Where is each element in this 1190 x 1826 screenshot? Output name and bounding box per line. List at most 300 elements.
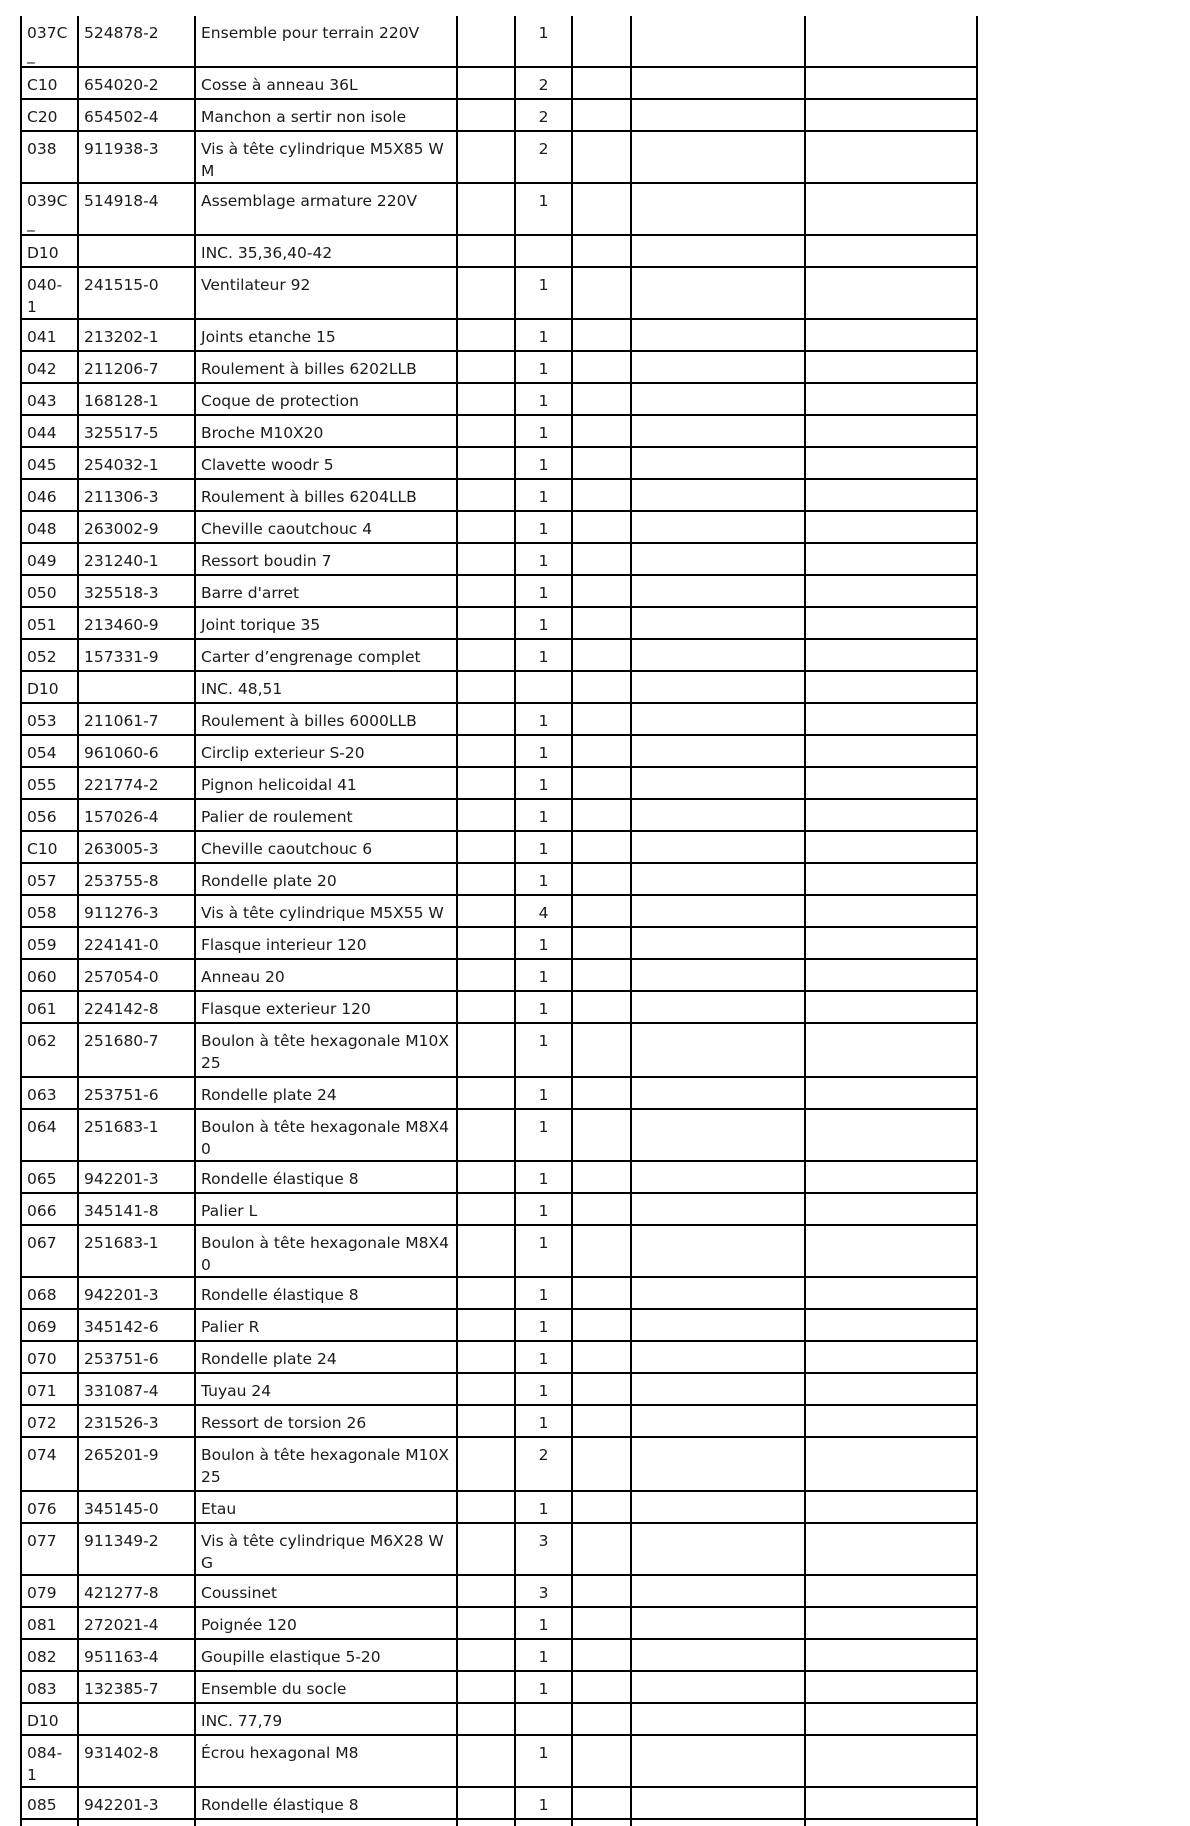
description-cell: Roulement à billes 6000LLB xyxy=(195,703,457,735)
blank-cell xyxy=(805,895,977,927)
blank-cell xyxy=(572,639,631,671)
description-cell: Rondelle plate 24 xyxy=(195,1077,457,1109)
quantity-cell: 1 xyxy=(515,991,572,1023)
blank-cell xyxy=(805,319,977,351)
part-number-cell: 048 xyxy=(21,511,78,543)
blank-cell xyxy=(631,383,805,415)
blank-cell xyxy=(631,1309,805,1341)
blank-cell xyxy=(631,1491,805,1523)
blank-cell xyxy=(631,1703,805,1735)
description-cell: INC. 35,36,40-42 xyxy=(195,235,457,267)
blank-cell xyxy=(631,1607,805,1639)
description-cell: Carter d’engrenage complet xyxy=(195,639,457,671)
blank-cell xyxy=(457,799,515,831)
blank-cell xyxy=(805,1735,977,1787)
description-cell: Pignon helicoidal 41 xyxy=(195,767,457,799)
table-row xyxy=(21,99,977,131)
blank-cell xyxy=(631,831,805,863)
reference-cell: 231240-1 xyxy=(78,543,195,575)
blank-cell xyxy=(572,543,631,575)
description-cell: Vis à tête cylindrique M5X85 WM xyxy=(195,131,457,183)
description-cell: INC. 48,51 xyxy=(195,671,457,703)
table-row xyxy=(21,1077,977,1109)
blank-cell xyxy=(457,703,515,735)
quantity-cell: 3 xyxy=(515,1575,572,1607)
table-row xyxy=(21,131,977,183)
blank-cell xyxy=(805,959,977,991)
table-row xyxy=(21,991,977,1023)
quantity-cell: 1 xyxy=(515,1491,572,1523)
reference-cell: 251683-1 xyxy=(78,1109,195,1161)
quantity-cell: 1 xyxy=(515,1405,572,1437)
blank-cell xyxy=(805,1575,977,1607)
part-number-cell: 076 xyxy=(21,1491,78,1523)
part-number-cell: 071 xyxy=(21,1373,78,1405)
blank-cell xyxy=(572,351,631,383)
blank-cell xyxy=(805,831,977,863)
reference-cell: 263005-3 xyxy=(78,831,195,863)
description-cell: Clavette woodr 5 xyxy=(195,447,457,479)
blank-cell xyxy=(631,351,805,383)
part-number-cell: 038 xyxy=(21,131,78,183)
blank-cell xyxy=(457,1341,515,1373)
reference-cell: 257054-0 xyxy=(78,959,195,991)
table-row xyxy=(21,16,977,67)
part-number-cell: 065 xyxy=(21,1161,78,1193)
part-number-cell: D10 xyxy=(21,671,78,703)
blank-cell xyxy=(572,1309,631,1341)
blank-cell xyxy=(631,959,805,991)
description-cell: Roulement à billes 6202LLB xyxy=(195,351,457,383)
part-number-cell: 085 xyxy=(21,1787,78,1819)
description-cell: Cheville caoutchouc 6 xyxy=(195,831,457,863)
blank-cell xyxy=(457,1819,515,1826)
blank-cell xyxy=(631,1077,805,1109)
blank-cell xyxy=(572,1225,631,1277)
description-cell: Roulement à billes 6204LLB xyxy=(195,479,457,511)
quantity-cell: 1 xyxy=(515,767,572,799)
blank-cell xyxy=(631,99,805,131)
quantity-cell: 2 xyxy=(515,99,572,131)
blank-cell xyxy=(805,575,977,607)
blank-cell xyxy=(805,1671,977,1703)
blank-cell xyxy=(631,991,805,1023)
table-row xyxy=(21,831,977,863)
blank-cell xyxy=(572,863,631,895)
blank-cell xyxy=(805,991,977,1023)
part-number-cell: 059 xyxy=(21,927,78,959)
part-number-cell: 039C_ xyxy=(21,183,78,235)
reference-cell: 421277-8 xyxy=(78,1575,195,1607)
quantity-cell: 3 xyxy=(515,1523,572,1575)
table-row xyxy=(21,1607,977,1639)
quantity-cell: 2 xyxy=(515,1437,572,1491)
blank-cell xyxy=(457,639,515,671)
blank-cell xyxy=(457,1023,515,1077)
part-number-cell: 064 xyxy=(21,1109,78,1161)
quantity-cell: 1 xyxy=(515,1607,572,1639)
description-cell: Anneau 20 xyxy=(195,959,457,991)
part-number-cell: 037C_ xyxy=(21,16,78,67)
reference-cell: 951163-4 xyxy=(78,1639,195,1671)
blank-cell xyxy=(631,671,805,703)
blank-cell xyxy=(572,67,631,99)
blank-cell xyxy=(457,1077,515,1109)
blank-cell xyxy=(457,895,515,927)
blank-cell xyxy=(572,895,631,927)
quantity-cell: 1 xyxy=(515,183,572,235)
blank-cell xyxy=(572,1491,631,1523)
table-row xyxy=(21,543,977,575)
quantity-cell: 1 xyxy=(515,1639,572,1671)
blank-cell xyxy=(572,607,631,639)
blank-cell xyxy=(457,1523,515,1575)
blank-cell xyxy=(572,447,631,479)
quantity-cell: 1 xyxy=(515,267,572,319)
blank-cell xyxy=(457,1309,515,1341)
table-row xyxy=(21,511,977,543)
description-cell: Goupille elastique 5-20 xyxy=(195,1639,457,1671)
reference-cell: 524878-2 xyxy=(78,16,195,67)
blank-cell xyxy=(572,131,631,183)
blank-cell xyxy=(631,895,805,927)
part-number-cell: 072 xyxy=(21,1405,78,1437)
reference-cell: 654020-2 xyxy=(78,67,195,99)
description-cell: Rondelle élastique 8 xyxy=(195,1787,457,1819)
description-cell: Broche M10X20 xyxy=(195,415,457,447)
quantity-cell: 1 xyxy=(515,799,572,831)
blank-cell xyxy=(457,235,515,267)
table-row xyxy=(21,447,977,479)
table-row xyxy=(21,319,977,351)
reference-cell: 331087-4 xyxy=(78,1373,195,1405)
blank-cell xyxy=(805,479,977,511)
parts-table xyxy=(20,16,978,1826)
blank-cell xyxy=(631,1735,805,1787)
blank-cell xyxy=(572,1671,631,1703)
part-number-cell: D10 xyxy=(21,235,78,267)
description-cell: Boulon à tête hexagonale M10X25 xyxy=(195,1437,457,1491)
blank-cell xyxy=(631,799,805,831)
blank-cell xyxy=(572,1703,631,1735)
blank-cell xyxy=(805,1787,977,1819)
blank-cell xyxy=(805,1491,977,1523)
blank-cell xyxy=(572,235,631,267)
quantity-cell: 1 xyxy=(515,735,572,767)
quantity-cell: 2 xyxy=(515,131,572,183)
blank-cell xyxy=(631,1575,805,1607)
table-row xyxy=(21,1023,977,1077)
blank-cell xyxy=(805,1607,977,1639)
blank-cell xyxy=(631,1225,805,1277)
reference-cell: 211206-7 xyxy=(78,351,195,383)
blank-cell xyxy=(805,1225,977,1277)
blank-cell xyxy=(572,1193,631,1225)
blank-cell xyxy=(631,479,805,511)
blank-cell xyxy=(805,1639,977,1671)
part-number-cell: 056 xyxy=(21,799,78,831)
description-cell: Cosse à anneau 36L xyxy=(195,67,457,99)
blank-cell xyxy=(572,1607,631,1639)
blank-cell xyxy=(457,735,515,767)
blank-cell xyxy=(805,1077,977,1109)
blank-cell xyxy=(805,235,977,267)
part-number-cell: 040-1 xyxy=(21,267,78,319)
blank-cell xyxy=(631,863,805,895)
part-number-cell: 057 xyxy=(21,863,78,895)
blank-cell xyxy=(631,767,805,799)
blank-cell xyxy=(572,1077,631,1109)
table-row xyxy=(21,1575,977,1607)
blank-cell xyxy=(572,511,631,543)
blank-cell xyxy=(572,703,631,735)
part-number-cell: C20 xyxy=(21,99,78,131)
part-number-cell: 053 xyxy=(21,703,78,735)
reference-cell: 325517-5 xyxy=(78,415,195,447)
blank-cell xyxy=(805,1309,977,1341)
quantity-cell: 1 xyxy=(515,1225,572,1277)
table-row xyxy=(21,1405,977,1437)
blank-cell xyxy=(572,383,631,415)
part-number-cell: 044 xyxy=(21,415,78,447)
parts-table-body xyxy=(21,16,977,1826)
blank-cell xyxy=(457,959,515,991)
blank-cell xyxy=(631,447,805,479)
part-number-cell: 054 xyxy=(21,735,78,767)
reference-cell: 251680-7 xyxy=(78,1023,195,1077)
reference-cell: 325518-3 xyxy=(78,575,195,607)
part-number-cell: 046 xyxy=(21,479,78,511)
description-cell: Cheville caoutchouc 4 xyxy=(195,511,457,543)
blank-cell xyxy=(572,415,631,447)
blank-cell xyxy=(457,1491,515,1523)
part-number-cell: 049 xyxy=(21,543,78,575)
description-cell: Rondelle plate 20 xyxy=(195,863,457,895)
quantity-cell: 4 xyxy=(515,895,572,927)
part-number-cell: 062 xyxy=(21,1023,78,1077)
part-number-cell: 068 xyxy=(21,1277,78,1309)
blank-cell xyxy=(805,67,977,99)
quantity-cell xyxy=(515,1703,572,1735)
description-cell: Ressort de torsion 26 xyxy=(195,1405,457,1437)
part-number-cell: 077 xyxy=(21,1523,78,1575)
table-row xyxy=(21,671,977,703)
blank-cell xyxy=(572,1277,631,1309)
table-row xyxy=(21,1703,977,1735)
blank-cell xyxy=(631,1405,805,1437)
reference-cell: 345141-8 xyxy=(78,1193,195,1225)
reference-cell: 253751-6 xyxy=(78,1341,195,1373)
reference-cell: 224141-0 xyxy=(78,927,195,959)
reference-cell: 221774-2 xyxy=(78,767,195,799)
part-number-cell: 051 xyxy=(21,607,78,639)
table-row xyxy=(21,703,977,735)
blank-cell xyxy=(572,1405,631,1437)
blank-cell xyxy=(457,1437,515,1491)
reference-cell: 263002-9 xyxy=(78,511,195,543)
blank-cell xyxy=(457,1703,515,1735)
blank-cell xyxy=(631,1109,805,1161)
description-cell: Etau xyxy=(195,1491,457,1523)
reference-cell: 211306-3 xyxy=(78,479,195,511)
reference-cell: 241515-0 xyxy=(78,267,195,319)
description-cell: Coussinet xyxy=(195,1575,457,1607)
blank-cell xyxy=(457,607,515,639)
blank-cell xyxy=(805,1109,977,1161)
blank-cell xyxy=(805,1703,977,1735)
table-row-cutoff xyxy=(21,1819,977,1826)
table-row xyxy=(21,1277,977,1309)
blank-cell xyxy=(805,767,977,799)
part-number-cell: C10 xyxy=(21,831,78,863)
reference-cell: 211061-7 xyxy=(78,703,195,735)
blank-cell xyxy=(572,1639,631,1671)
table-row xyxy=(21,575,977,607)
table-row xyxy=(21,927,977,959)
blank-cell xyxy=(805,671,977,703)
reference-cell: 231526-3 xyxy=(78,1405,195,1437)
blank-cell xyxy=(572,575,631,607)
blank-cell xyxy=(631,1787,805,1819)
part-number-cell: D10 xyxy=(21,1703,78,1735)
blank-cell xyxy=(457,863,515,895)
reference-cell: 345142-6 xyxy=(78,1309,195,1341)
reference-cell: 213460-9 xyxy=(78,607,195,639)
blank-cell xyxy=(457,927,515,959)
description-cell: Rondelle élastique 8 xyxy=(195,1161,457,1193)
reference-cell: 253751-6 xyxy=(78,1077,195,1109)
blank-cell xyxy=(572,16,631,67)
blank-cell xyxy=(805,267,977,319)
blank-cell xyxy=(457,447,515,479)
blank-cell xyxy=(457,383,515,415)
quantity-cell: 1 xyxy=(515,1735,572,1787)
quantity-cell: 1 xyxy=(515,319,572,351)
blank-cell xyxy=(631,16,805,67)
reference-cell: 253755-8 xyxy=(78,863,195,895)
blank-cell xyxy=(572,1437,631,1491)
blank-cell xyxy=(457,1575,515,1607)
blank-cell xyxy=(805,99,977,131)
blank-cell xyxy=(457,671,515,703)
quantity-cell xyxy=(515,235,572,267)
blank-cell xyxy=(457,131,515,183)
blank-cell xyxy=(631,1023,805,1077)
reference-cell: 251683-1 xyxy=(78,1225,195,1277)
description-cell: Coque de protection xyxy=(195,383,457,415)
description-cell: Joints etanche 15 xyxy=(195,319,457,351)
part-number-cell: 069 xyxy=(21,1309,78,1341)
table-row xyxy=(21,415,977,447)
blank-cell xyxy=(805,1819,977,1826)
description-cell: Flasque exterieur 120 xyxy=(195,991,457,1023)
blank-cell xyxy=(457,1405,515,1437)
blank-cell xyxy=(805,1341,977,1373)
blank-cell xyxy=(631,1193,805,1225)
quantity-cell: 1 xyxy=(515,703,572,735)
quantity-cell: 1 xyxy=(515,863,572,895)
description-cell: Ensemble pour terrain 220V xyxy=(195,16,457,67)
part-number-cell: 061 xyxy=(21,991,78,1023)
description-cell: Assemblage armature 220V xyxy=(195,183,457,235)
blank-cell xyxy=(805,131,977,183)
table-row xyxy=(21,1491,977,1523)
table-row xyxy=(21,863,977,895)
quantity-cell: 1 xyxy=(515,1023,572,1077)
blank-cell xyxy=(572,1819,631,1826)
description-cell: Rondelle élastique 8 xyxy=(195,1277,457,1309)
blank-cell xyxy=(805,1277,977,1309)
description-cell: Joint torique 35 xyxy=(195,607,457,639)
blank-cell xyxy=(631,927,805,959)
description-cell: Palier R xyxy=(195,1309,457,1341)
blank-cell xyxy=(457,99,515,131)
blank-cell xyxy=(805,351,977,383)
table-row xyxy=(21,1735,977,1787)
blank-cell xyxy=(78,1819,195,1826)
blank-cell xyxy=(457,16,515,67)
description-cell: Rondelle plate 24 xyxy=(195,1341,457,1373)
blank-cell xyxy=(805,183,977,235)
description-cell: Vis à tête cylindrique M5X55 W xyxy=(195,895,457,927)
blank-cell xyxy=(631,1277,805,1309)
quantity-cell: 1 xyxy=(515,1109,572,1161)
quantity-cell: 1 xyxy=(515,1787,572,1819)
quantity-cell: 1 xyxy=(515,479,572,511)
blank-cell xyxy=(631,1523,805,1575)
table-row xyxy=(21,1671,977,1703)
blank-cell xyxy=(631,703,805,735)
blank-cell xyxy=(805,703,977,735)
blank-cell xyxy=(457,1193,515,1225)
reference-cell xyxy=(78,671,195,703)
blank-cell xyxy=(631,235,805,267)
blank-cell xyxy=(572,1787,631,1819)
blank-cell xyxy=(572,1735,631,1787)
blank-cell xyxy=(572,267,631,319)
quantity-cell: 1 xyxy=(515,511,572,543)
blank-cell xyxy=(631,183,805,235)
description-cell: Ressort boudin 7 xyxy=(195,543,457,575)
quantity-cell: 1 xyxy=(515,543,572,575)
quantity-cell: 1 xyxy=(515,1077,572,1109)
part-number-cell: 070 xyxy=(21,1341,78,1373)
table-row xyxy=(21,67,977,99)
reference-cell: 272021-4 xyxy=(78,1607,195,1639)
part-number-cell: 058 xyxy=(21,895,78,927)
table-row xyxy=(21,1437,977,1491)
quantity-cell: 1 xyxy=(515,639,572,671)
blank-cell xyxy=(631,511,805,543)
blank-cell xyxy=(195,1819,457,1826)
blank-cell xyxy=(572,799,631,831)
blank-cell xyxy=(572,959,631,991)
table-row xyxy=(21,607,977,639)
blank-cell xyxy=(805,607,977,639)
quantity-cell: 1 xyxy=(515,959,572,991)
table-row xyxy=(21,383,977,415)
blank-cell xyxy=(805,1373,977,1405)
blank-cell xyxy=(457,767,515,799)
description-cell: Palier de roulement xyxy=(195,799,457,831)
blank-cell xyxy=(572,1373,631,1405)
blank-cell xyxy=(631,543,805,575)
blank-cell xyxy=(805,1405,977,1437)
blank-cell xyxy=(457,1109,515,1161)
description-cell: Ventilateur 92 xyxy=(195,267,457,319)
blank-cell xyxy=(457,511,515,543)
table-row xyxy=(21,895,977,927)
